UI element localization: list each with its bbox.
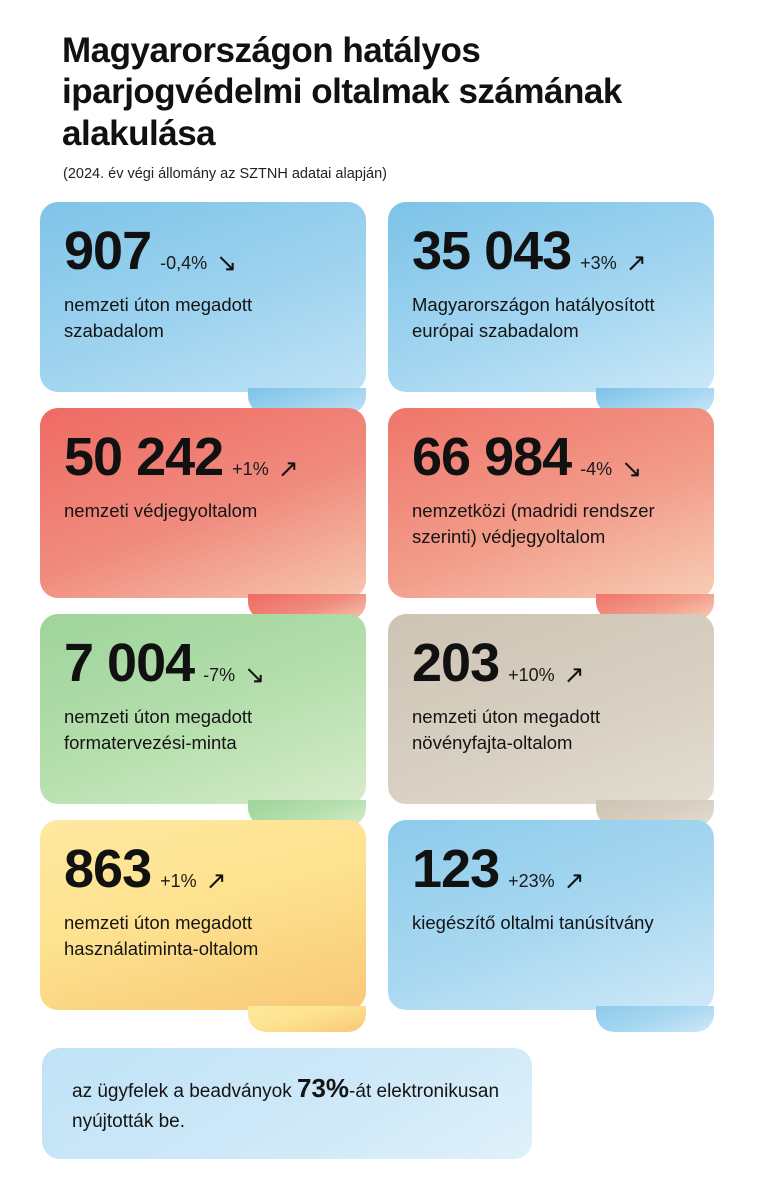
stat-figure: [64, 838, 342, 899]
trend-up-icon: ↗: [563, 660, 585, 689]
stat-card-nemzeti-szabadalom: [40, 202, 366, 392]
stat-figure: [412, 632, 690, 693]
stat-figure: [64, 426, 342, 487]
stat-figure: [64, 220, 342, 281]
stat-label: nemzeti úton megadott szabadalom: [64, 293, 253, 342]
stat-card-formatervezesi-minta: [40, 614, 366, 804]
stat-card-europai-szabadalom: [388, 202, 714, 392]
footer-text-after: -át elektronikusan nyújtották be.: [72, 1080, 500, 1132]
stat-delta: -0,4%: [160, 252, 208, 273]
stat-figure: [412, 220, 690, 281]
stat-number: 66 984: [412, 426, 572, 487]
stat-delta: +1%: [160, 870, 197, 891]
stat-label: kiegészítő oltalmi tanúsítvány: [412, 911, 654, 933]
trend-up-icon: ↗: [563, 866, 585, 895]
page-title: Magyarországon hatályos iparjogvédelmi oltalmak számának alakulása: [62, 31, 622, 153]
stat-figure: [412, 838, 690, 899]
trend-up-icon: ↗: [625, 248, 647, 277]
stat-label: Magyarországon hatályosított európai szabadalom: [412, 293, 655, 342]
stat-number: 50 242: [64, 426, 224, 487]
trend-down-icon: ↘: [621, 454, 643, 483]
trend-down-icon: ↘: [244, 660, 266, 689]
stat-number: 907: [64, 220, 152, 281]
stat-label: nemzeti úton megadott növényfajta-oltalom: [412, 705, 601, 754]
stat-number: 863: [64, 838, 152, 899]
page-subtitle: (2024. év végi állomány az SZTNH adatai alapján): [63, 165, 387, 182]
stat-label: nemzeti úton megadott használatiminta-oltalom: [64, 911, 259, 960]
stat-figure: [412, 426, 690, 487]
stat-card-nemzeti-vedjegy: [40, 408, 366, 598]
footer-highlight: 73%: [297, 1072, 350, 1103]
stat-figure: [64, 632, 342, 693]
stat-label: nemzeti úton megadott formatervezési-minta: [64, 705, 253, 754]
trend-up-icon: ↗: [205, 866, 227, 895]
trend-down-icon: ↘: [216, 248, 238, 277]
stat-number: 203: [412, 632, 500, 693]
trend-up-icon: ↗: [277, 454, 299, 483]
stat-card-grid: [40, 202, 728, 1010]
footer-banner: [42, 1048, 532, 1159]
stat-card-nemzetkozi-vedjegy: [388, 408, 714, 598]
stat-delta: +1%: [232, 458, 269, 479]
stat-delta: +3%: [580, 252, 617, 273]
stat-number: 123: [412, 838, 500, 899]
stat-delta: +23%: [508, 870, 555, 891]
stat-delta: +10%: [508, 664, 555, 685]
footer-text: [72, 1070, 502, 1135]
stat-number: 35 043: [412, 220, 572, 281]
stat-label: nemzetközi (madridi rendszer szerinti) védjegyoltalom: [412, 499, 655, 548]
footer-text-before: az ügyfelek a beadványok: [72, 1080, 297, 1102]
stat-delta: -7%: [203, 664, 236, 685]
stat-card-hasznalatiminta-oltalom: [40, 820, 366, 1010]
stat-label: nemzeti védjegyoltalom: [64, 499, 258, 521]
stat-number: 7 004: [64, 632, 195, 693]
stat-card-novenyfajta-oltalom: [388, 614, 714, 804]
stat-delta: -4%: [580, 458, 613, 479]
stat-card-kiegeszito-oltalmi-tanusitvany: [388, 820, 714, 1010]
